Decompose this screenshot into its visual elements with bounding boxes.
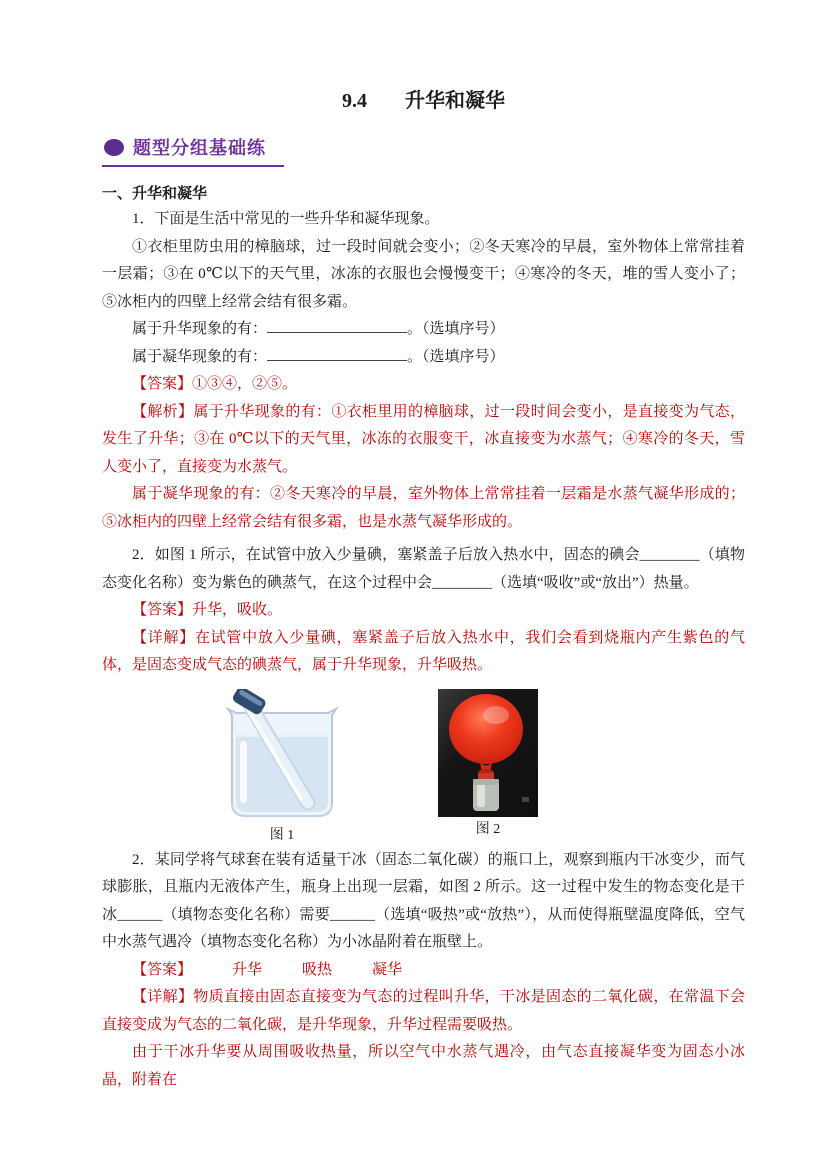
answer-item-3: 凝华 <box>372 961 403 978</box>
practice-badge <box>102 134 284 167</box>
practice-badge-label: 题型分组基础练 <box>133 138 266 158</box>
beaker-testtube-illustration <box>216 689 348 823</box>
answer-item-2: 吸热 <box>302 961 333 978</box>
figure-1-caption: 图 1 <box>269 827 295 843</box>
topic-heading: 一、升华和凝华 <box>102 186 208 202</box>
question-2-answer: 【答案】升华，吸收。 <box>132 602 283 618</box>
question-1-blank-line-1 <box>102 316 745 344</box>
badge-row <box>102 134 745 170</box>
question-1-items: ①衣柜里防虫用的樟脑球，过一段时间就会变小；②冬天寒冷的早晨，室外物体上常常挂着一层霜；③在 0℃以下的天气里，冰冻的衣服也会慢慢变干；④寒冷的冬天，堆的雪人变小了；⑤冰柜内的四壁上经常会结有很多霜。 <box>102 238 745 310</box>
balloon-bottle-photo <box>438 689 538 817</box>
answer-blank <box>267 345 407 361</box>
balloon-bottle-illustration <box>438 689 538 817</box>
blank-2-label: 属于凝华现象的有： <box>132 348 268 365</box>
answer-item-1: 升华 <box>232 961 263 978</box>
page-title <box>102 86 745 116</box>
question-3-detail-part2: 由于干冰升华要从周围吸收热量，所以空气中水蒸气遇冷，由气态直接凝华变为固态小冰晶，附着在 <box>102 1044 745 1088</box>
circle-bullet-icon <box>104 139 124 156</box>
figure-2 <box>438 689 538 839</box>
question-1-blank-line-2 <box>102 344 745 372</box>
question-1-stem: 1．下面是生活中常见的一些升华和凝华现象。 <box>132 211 440 227</box>
question-3-stem: 2．某同学将气球套在装有适量干冰（固态二氧化碳）的瓶口上，观察到瓶内干冰变少，而气球膨胀，且瓶内无液体产生，瓶身上出现一层霜，如图 2 所示。这一过程中发生的物态变化是干冰______（填物态变化名称）需要______（选填“吸热”或“放热”），从而使得瓶壁温度降低，空气中水蒸气遇冷（填物态变化名称）为小冰晶附着在瓶壁上。 <box>102 851 745 950</box>
figures-block <box>102 689 745 841</box>
question-3-detail-part1: 【详解】物质直接由固态直接变为气态的过程叫升华，干冰是固态的二氧化碳，在常温下会直接变成为气态的二氧化碳，是升华现象，升华过程需要吸热。 <box>102 989 745 1033</box>
question-1-analysis-part2: 属于凝华现象的有：②冬天寒冷的早晨，室外物体上常常挂着一层霜是水蒸气凝华形成的；⑤冰柜内的四壁上经常会结有很多霜，也是水蒸气凝华形成的。 <box>102 486 745 530</box>
answer-blank <box>267 317 407 333</box>
figure-2-caption: 图 2 <box>475 821 501 837</box>
blank-1-suffix: 。（选填序号） <box>407 321 505 337</box>
beaker-testtube-figure <box>216 689 348 823</box>
blank-1-label: 属于升华现象的有： <box>132 321 268 337</box>
section-number: 9.4 <box>342 90 367 112</box>
blank-2-suffix: 。（选填序号） <box>407 348 505 365</box>
question-2-stem: 2．如图 1 所示，在试管中放入少量碘，塞紧盖子后放入热水中，固态的碘会________（填物态变化名称）变为紫色的碘蒸气，在这个过程中会________（选填“吸收”或“放出”）热量。 <box>102 547 745 591</box>
question-2-detail: 【详解】在试管中放入少量碘，塞紧盖子后放入热水中，我们会看到烧瓶内产生紫色的气体，是固态变成气态的碘蒸气，属于升华现象，升华吸热。 <box>102 629 745 673</box>
answer-label: 【答案】 <box>132 961 193 978</box>
section-title-text: 升华和凝华 <box>405 90 505 112</box>
figure-1 <box>216 689 348 845</box>
question-3-answer-line <box>102 957 745 985</box>
question-1-answer: 【答案】①③④，②⑤。 <box>132 376 298 392</box>
question-1-analysis-part1: 【解析】属于升华现象的有：①衣柜里用的樟脑球，过一段时间会变小，是直接变为气态，发生了升华；③在 0℃以下的天气里，冰冻的衣服变干，冰直接变为水蒸气；④寒冷的冬天，雪人变小了，直接变为水蒸气。 <box>102 403 745 475</box>
